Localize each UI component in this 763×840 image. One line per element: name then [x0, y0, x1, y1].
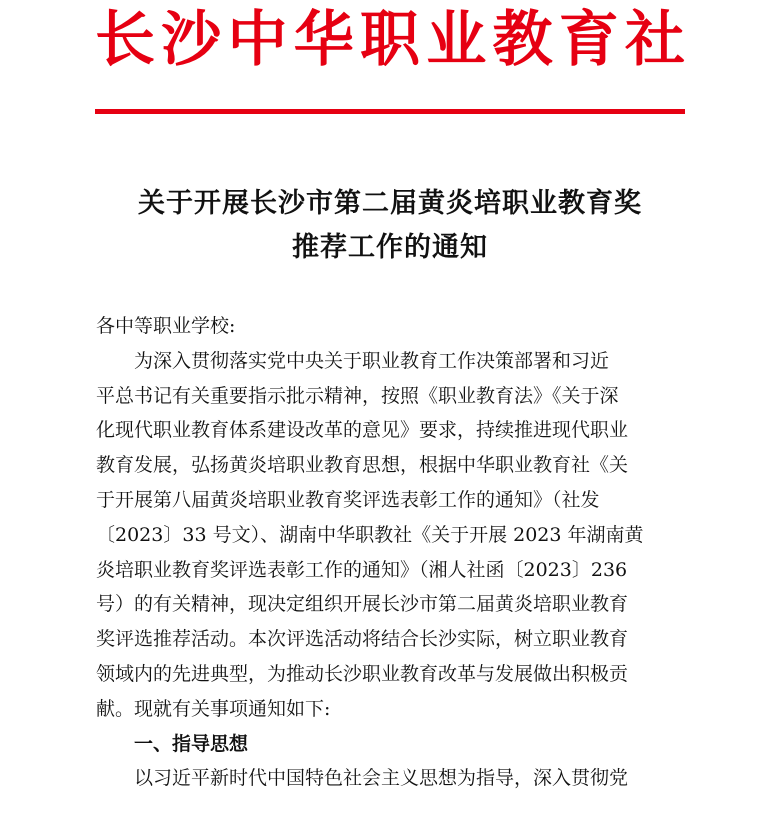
body-line: 化现代职业教育体系建设改革的意见》要求，持续推进现代职业	[96, 419, 629, 442]
body-line: 为深入贯彻落实党中央关于职业教育工作决策部署和习近	[134, 349, 610, 372]
salutation: 各中等职业学校:	[96, 315, 236, 337]
body-line: 奖评选推荐活动。本次评选活动将结合长沙实际，树立职业教育	[96, 628, 629, 651]
masthead-title	[95, 2, 685, 78]
body-line: 平总书记有关重要指示批示精神，按照《职业教育法》《关于深	[96, 384, 619, 407]
body-line: 〔2023〕33 号文）、湖南中华职教社《关于开展 2023 年湖南黄	[96, 523, 644, 546]
body-line: 献。现就有关事项通知如下:	[96, 697, 331, 720]
masthead-char: 华	[293, 5, 354, 75]
masthead-char: 教	[492, 5, 553, 75]
masthead-char: 中	[227, 5, 288, 75]
masthead-char: 育	[558, 5, 619, 75]
masthead-char: 业	[426, 5, 487, 75]
notice-title-line-1: 关于开展长沙市第二届黄炎培职业教育奖	[138, 188, 642, 219]
masthead-char: 长	[95, 5, 155, 75]
body-line: 教育发展，弘扬黄炎培职业教育思想，根据中华职业教育社《关	[96, 454, 629, 477]
notice-title-line-2: 推荐工作的通知	[292, 232, 488, 263]
body-line: 号）的有关精神，现决定组织开展长沙市第二届黄炎培职业教育	[96, 593, 629, 616]
body-line: 领域内的先进典型，为推动长沙职业教育改革与发展做出积极贡	[96, 662, 629, 685]
notice-body	[96, 309, 686, 796]
masthead-divider	[95, 109, 685, 114]
body-line: 炎培职业教育奖评选表彰工作的通知》（湘人社函〔2023〕236	[96, 558, 628, 581]
body-line: 于开展第八届黄炎培职业教育奖评选表彰工作的通知》（社发	[96, 488, 600, 511]
masthead-char: 沙	[161, 5, 222, 75]
masthead-char: 社	[625, 5, 685, 75]
masthead-char: 职	[360, 5, 420, 75]
body-line: 以习近平新时代中国特色社会主义思想为指导，深入贯彻党	[134, 767, 629, 790]
section-heading: 一、指导思想	[134, 732, 249, 755]
